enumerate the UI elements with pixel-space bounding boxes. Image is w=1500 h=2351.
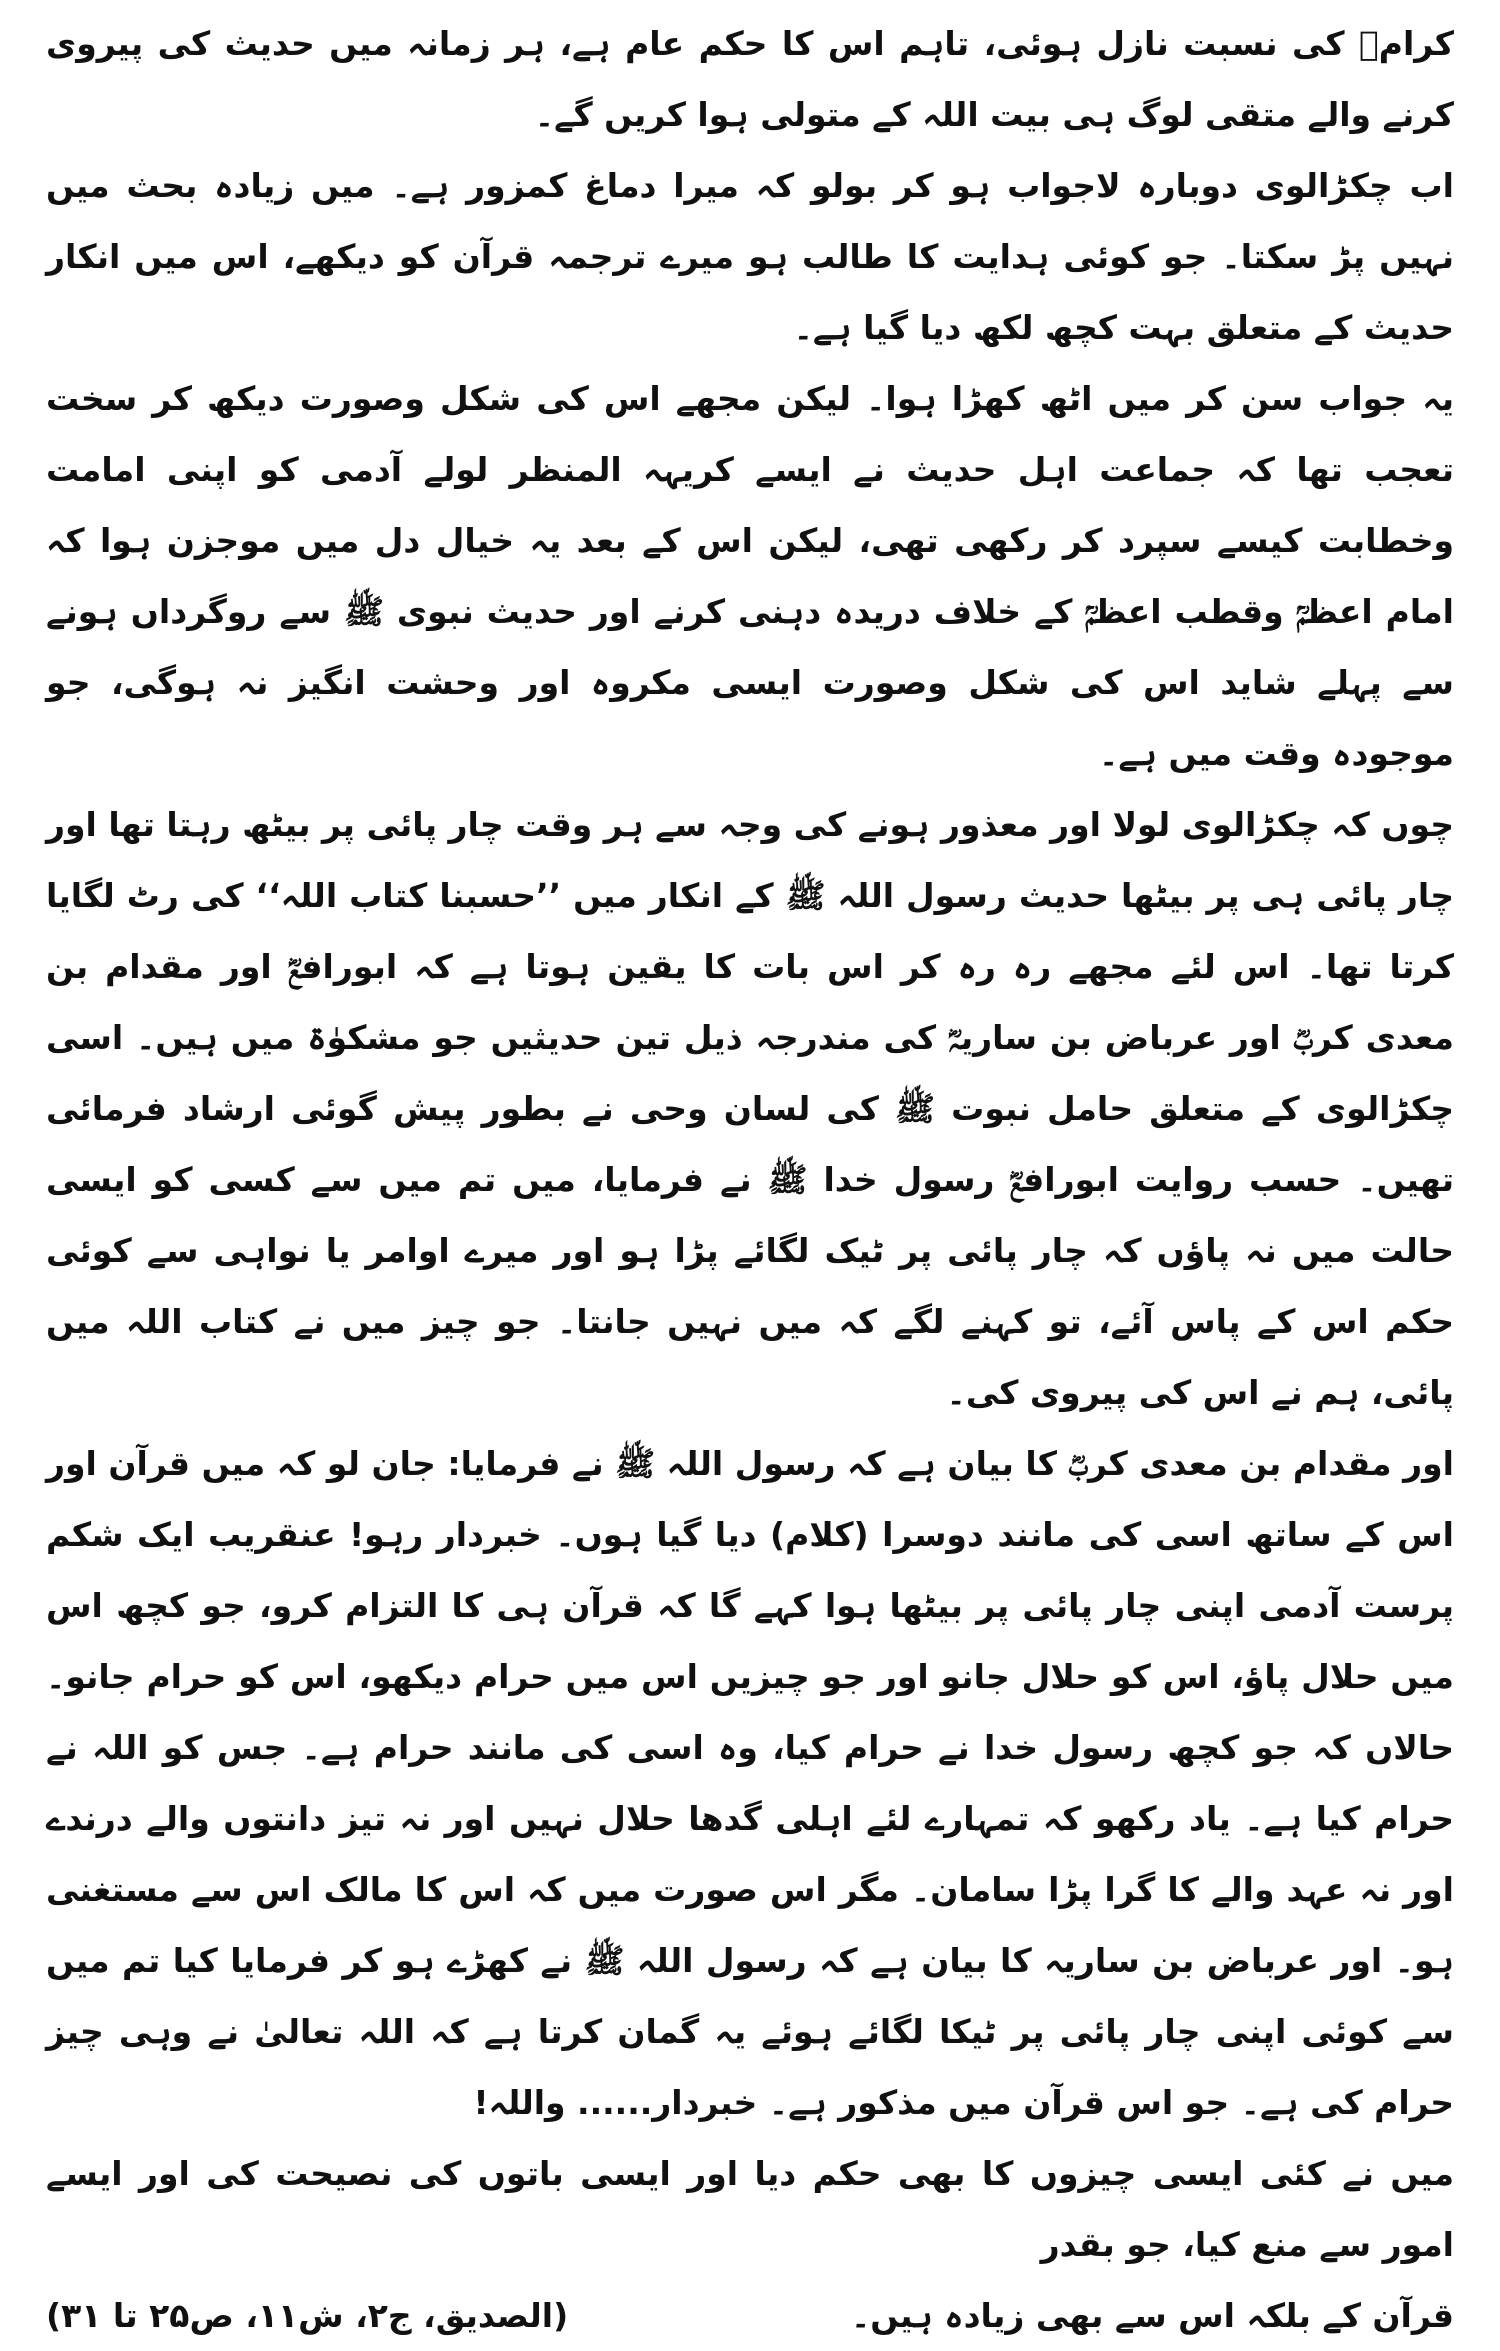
paragraph-4: چوں کہ چکڑالوی لولا اور معذور ہونے کی وجہ سے ہر وقت چار پائی پر بیٹھ رہتا تھا اور چار پائی ہی پر بیٹھا حدیث رسول اللہ ﷺ کے انکار میں ’’حسبنا کتاب اللہ‘‘ کی رٹ لگایا کرتا تھا۔ اس لئے مجھے رہ رہ کر اس بات کا یقین ہوتا ہے کہ ابورافعؓ اور مقدام بن معدی کربؓ اور عرباض بن ساریہؓ کی مندرجہ ذیل تین حدیثیں جو مشکوٰۃ میں ہیں۔ اسی چکڑالوی کے متعلق حامل نبوت ﷺ کی لسان وحی نے بطور پیش گوئی ارشاد فرمائی تھیں۔ حسب روایت ابورافعؓ رسول خدا ﷺ نے فرمایا، میں تم میں سے کسی کو ایسی حالت میں نہ پاؤں کہ چار پائی پر ٹیک لگائے پڑا ہو اور میرے اوامر یا نواہی سے کوئی حکم اس کے پاس آئے، تو کہنے لگے کہ میں نہیں جانتا۔ جو چیز میں نے کتاب اللہ میں پائی، ہم نے اس کی پیروی کی۔ bbox=[46, 805, 1454, 1412]
paragraph-2: اب چکڑالوی دوبارہ لاجواب ہو کر بولو کہ میرا دماغ کمزور ہے۔ میں زیادہ بحث میں نہیں پڑ سکتا۔ جو کوئی ہدایت کا طالب ہو میرے ترجمہ قرآن کو دیکھے، اس میں انکار حدیث کے متعلق بہت کچھ لکھ دیا گیا ہے۔ bbox=[46, 166, 1454, 347]
paragraph-5: اور مقدام بن معدی کربؓ کا بیان ہے کہ رسول اللہ ﷺ نے فرمایا: جان لو کہ میں قرآن اور اس کے ساتھ اسی کی مانند دوسرا (کلام) دیا گیا ہوں۔ خبردار رہو! عنقریب ایک شکم پرست آدمی اپنی چار پائی پر بیٹھا ہوا کہے گا کہ قرآن ہی کا التزام کرو، جو کچھ اس میں حلال پاؤ، اس کو حلال جانو اور جو چیزیں اس میں حرام دیکھو، اس کو حرام جانو۔ حالاں کہ جو کچھ رسول خدا نے حرام کیا، وہ اسی کی مانند حرام ہے۔ جس کو اللہ نے حرام کیا ہے۔ یاد رکھو کہ تمہارے لئے اہلی گدھا حلال نہیں اور نہ تیز دانتوں والے درندے اور نہ عہد والے کا گرا پڑا سامان۔ مگر اس صورت میں کہ اس کا مالک اس سے مستغنی ہو۔ اور عرباض بن ساریہ کا بیان ہے کہ رسول اللہ ﷺ نے کھڑے ہو کر فرمایا کیا تم میں سے کوئی اپنی چار پائی پر ٹیکا لگائے ہوئے یہ گمان کرتا ہے کہ اللہ تعالیٰ نے وہی چیز حرام کی ہے۔ جو اس قرآن میں مذکور ہے۔ خبردار...... واللہ! bbox=[46, 1444, 1454, 2122]
closing-text: قرآن کے بلکہ اس سے بھی زیادہ ہیں۔ bbox=[850, 2296, 1454, 2335]
source-citation: (الصدیق، ج۲، ش۱۱، ص۲۵ تا ۳۱) bbox=[46, 2296, 569, 2335]
paragraph-6: میں نے کئی ایسی چیزوں کا بھی حکم دیا اور ایسی باتوں کی نصیحت کی اور ایسے امور سے منع کیا، جو بقدر bbox=[46, 2154, 1454, 2264]
paragraph-1: کرامؓ کی نسبت نازل ہوئی، تاہم اس کا حکم عام ہے، ہر زمانہ میں حدیث کی پیروی کرنے والے متقی لوگ ہی بیت اللہ کے متولی ہوا کریں گے۔ bbox=[46, 24, 1454, 134]
paragraph-3: یہ جواب سن کر میں اٹھ کھڑا ہوا۔ لیکن مجھے اس کی شکل وصورت دیکھ کر سخت تعجب تھا کہ جماعت اہل حدیث نے ایسے کریہہ المنظر لولے آدمی کو اپنی امامت وخطابت کیسے سپرد کر رکھی تھی، لیکن اس کے بعد یہ خیال دل میں موجزن ہوا کہ امام اعظمؒ وقطب اعظمؒ کے خلاف دریدہ دہنی کرنے اور حدیث نبوی ﷺ سے روگرداں ہونے سے پہلے شاید اس کی شکل وصورت ایسی مکروہ اور وحشت انگیز نہ ہوگی، جو موجودہ وقت میں ہے۔ bbox=[46, 379, 1454, 773]
closing-line bbox=[46, 2280, 1454, 2351]
